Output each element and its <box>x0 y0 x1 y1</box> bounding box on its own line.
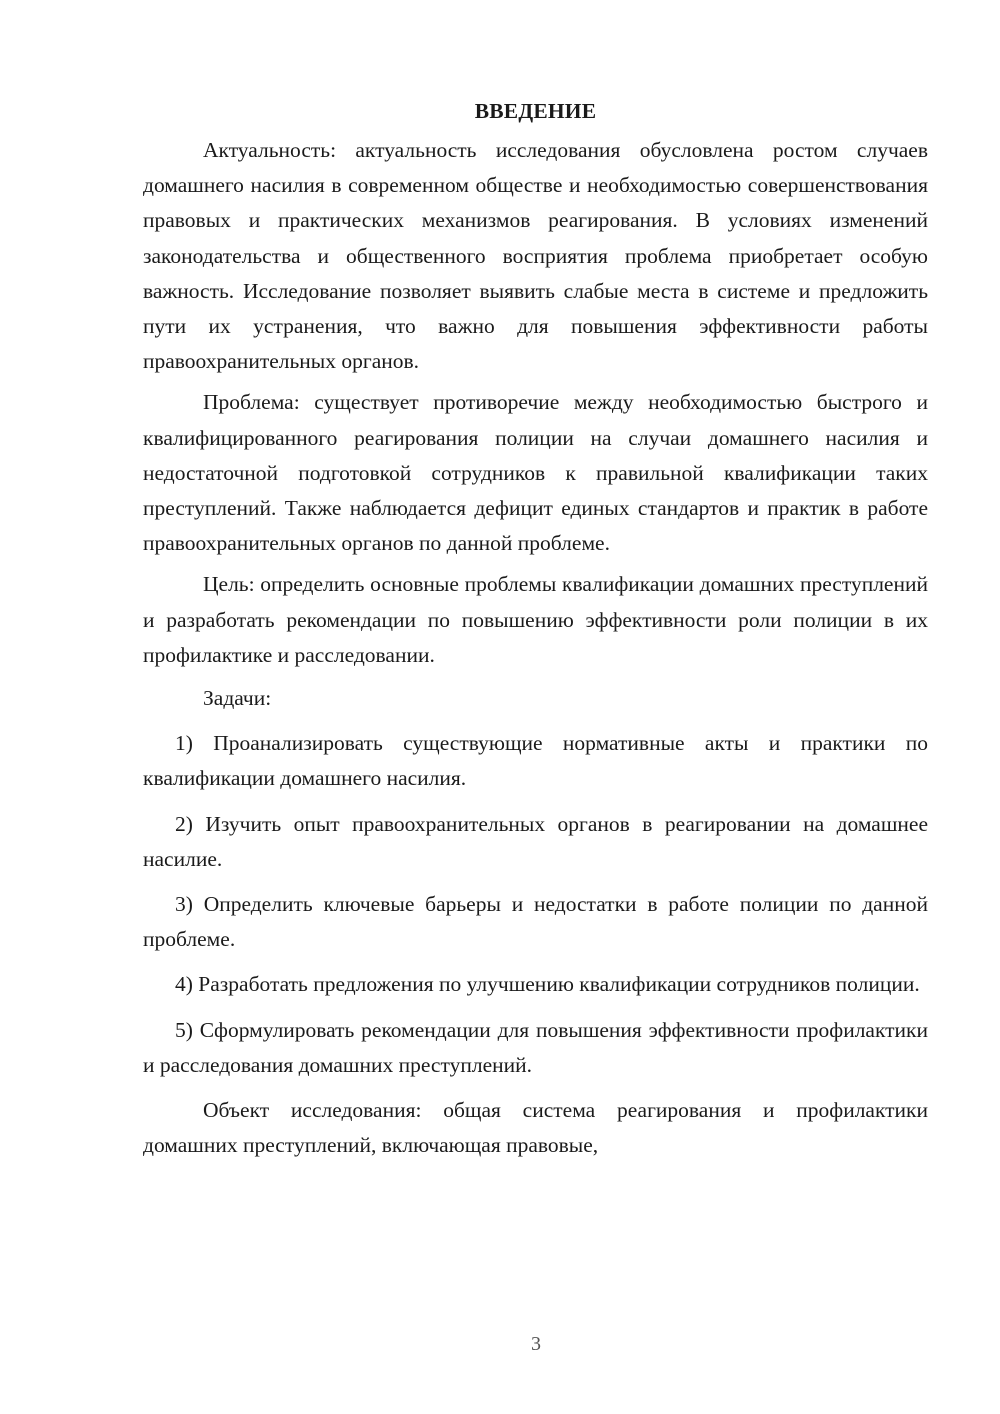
paragraph-problem: Проблема: существует противоречие между необходимостью быстрого и квалифицированного реагирования полиции на случаи домашнего насилия и недостаточной подготовкой сотрудников к правильной квалификации таких преступлений. Также наблюдается дефицит единых стандартов и практик в работе правоохранительных органов по данной проблеме. <box>143 390 928 556</box>
paragraph-relevance: Актуальность: актуальность исследования обусловлена ростом случаев домашнего насилия в современном обществе и необходимостью совершенствования правовых и практических механизмов реагирования. В условиях изменений законодательства и общественного восприятия проблема приобретает особую важность. Исследование позволяет выявить слабые места в системе и предложить пути их устранения, что важно для повышения эффективности работы правоохранительных органов. <box>143 138 928 374</box>
section-title: ВВЕДЕНИЕ <box>474 99 597 123</box>
paragraph-goal: Цель: определить основные проблемы квалификации домашних преступлений и разработать рекомендации по повышению эффективности роли полиции в их профилактике и расследовании. <box>143 572 928 667</box>
tasks-label: Задачи: <box>203 686 272 711</box>
page-content <box>143 96 928 1169</box>
task-item-4: 4) Разработать предложения по улучшению квалификации сотрудников полиции. <box>175 972 920 997</box>
paragraph-object: Объект исследования: общая система реагирования и профилактики домашних преступлений, включающая правовые, <box>143 1098 928 1158</box>
task-item-1: 1) Проанализировать существующие нормативные акты и практики по квалификации домашнего насилия. <box>143 731 928 791</box>
task-item-2: 2) Изучить опыт правоохранительных органов в реагировании на домашнее насилие. <box>143 811 928 871</box>
task-item-5: 5) Сформулировать рекомендации для повышения эффективности профилактики и расследования домашних преступлений. <box>143 1017 928 1077</box>
task-item-3: 3) Определить ключевые барьеры и недостатки в работе полиции по данной проблеме. <box>143 892 928 952</box>
page-number: 3 <box>531 1333 541 1355</box>
